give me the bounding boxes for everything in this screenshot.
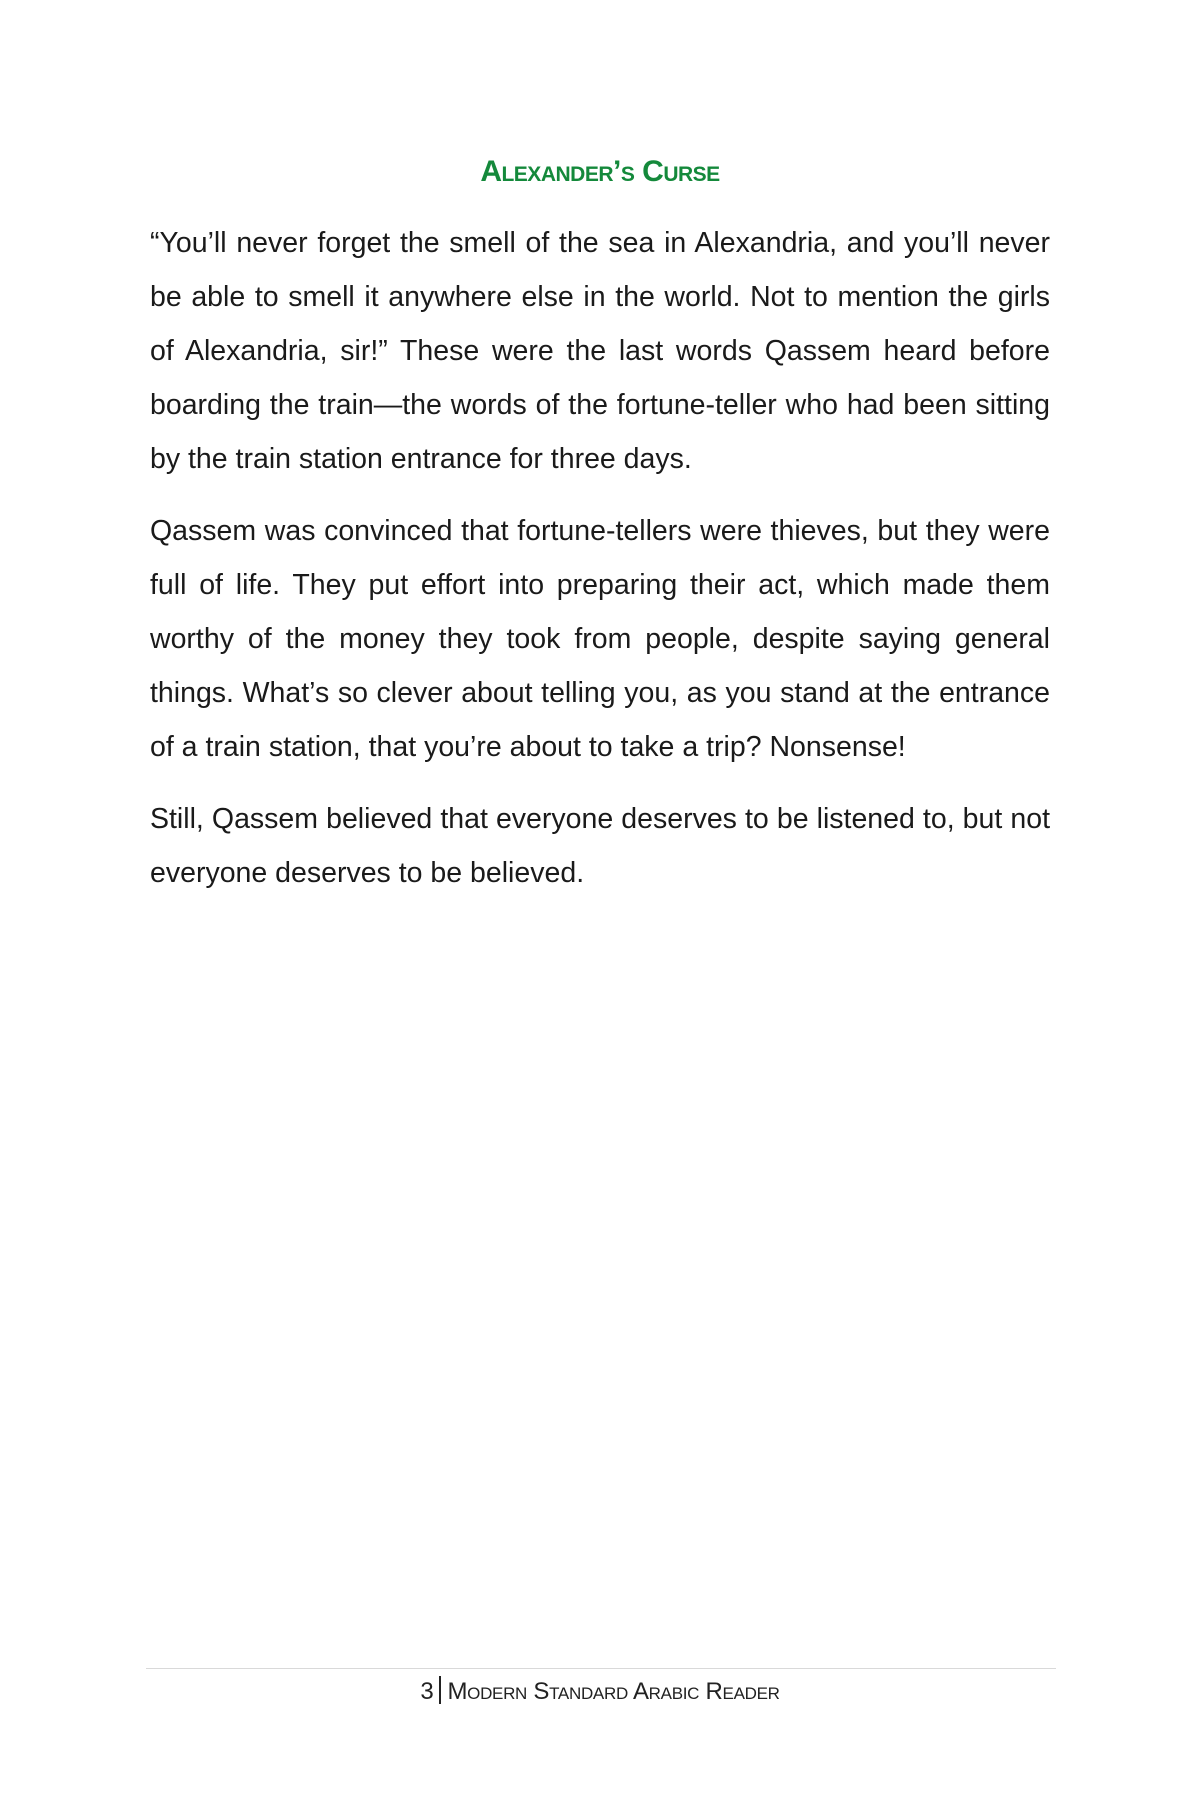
page-number: 3 (420, 1678, 434, 1705)
running-title: Modern Standard Arabic Reader (447, 1678, 780, 1705)
footer-divider (146, 1668, 1056, 1669)
paragraph-2: Qassem was convinced that fortune-tellers were thieves, but they were full of life. They put effort into preparing their act, which made them worthy of the money they took from people, despite saying general things. What’s so clever about telling you, as you stand at the entrance of a train station, that you’re about to take a trip? Nonsense! (150, 515, 1050, 763)
chapter-body (150, 216, 1050, 918)
footer-separator (439, 1676, 441, 1704)
page-footer (0, 1676, 1200, 1706)
paragraph-1: “You’ll never forget the smell of the sea in Alexandria, and you’ll never be able to smell it anywhere else in the world. Not to mention the girls of Alexandria, sir!” These were the last words Qassem heard before boarding the train—the words of the fortune-teller who had been sitting by the train station entrance for three days. (150, 227, 1050, 475)
chapter-title: Alexander’s Curse (480, 155, 720, 188)
paragraph-3: Still, Qassem believed that everyone deserves to be listened to, but not everyone deserves to be believed. (150, 803, 1050, 889)
